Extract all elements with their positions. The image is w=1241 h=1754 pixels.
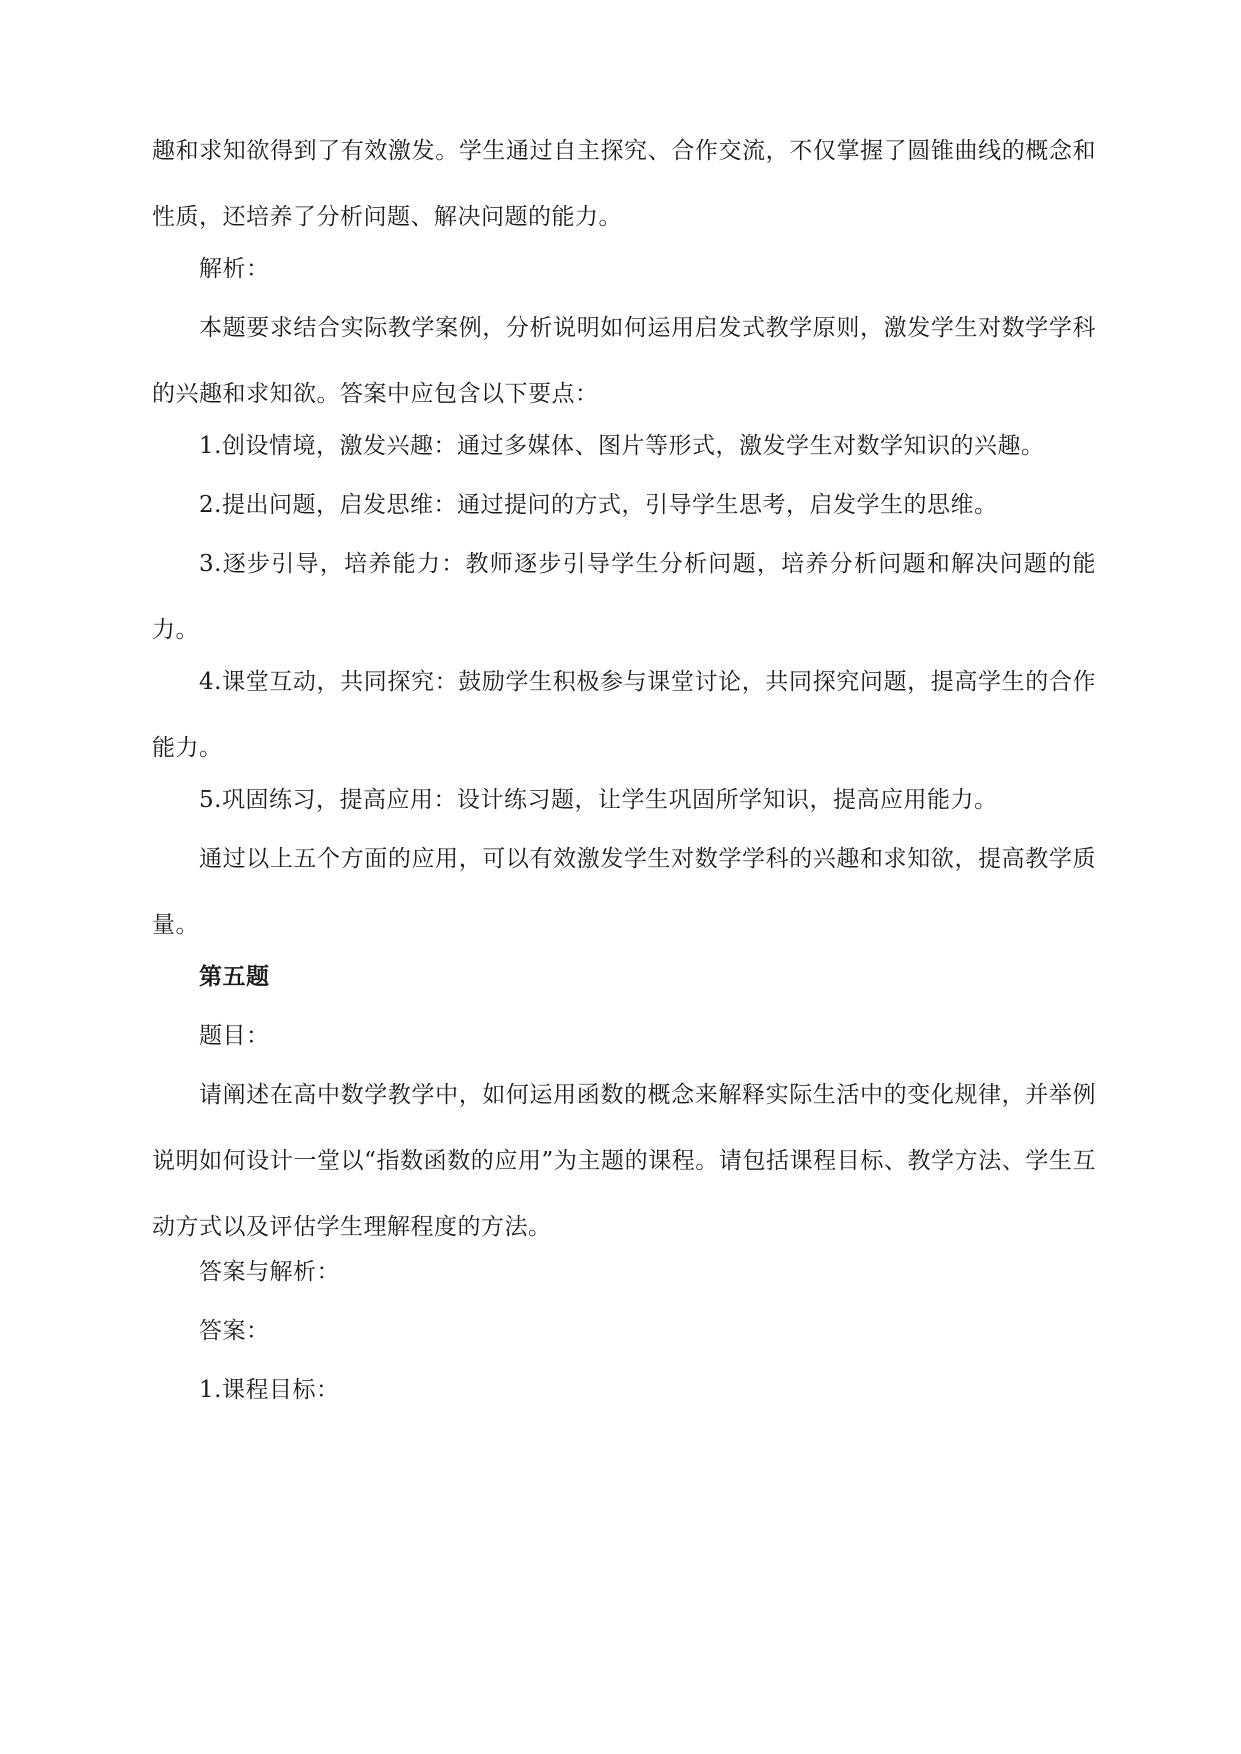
- question-text: 请阐述在高中数学教学中，如何运用函数的概念来解释实际生活中的变化规律，并举例说明如何设计一堂以“指数函数的应用”为主题的课程。请包括课程目标、教学方法、学生互动方式以及评估学生理解程度的方法。: [152, 1082, 1096, 1240]
- analysis-label: 解析：: [199, 256, 270, 282]
- point-5: 5.巩固练习，提高应用：设计练习题，让学生巩固所学知识，提高应用能力。: [199, 787, 998, 813]
- answer-label: 答案：: [199, 1318, 270, 1344]
- answer-analysis-label: 答案与解析：: [199, 1259, 340, 1285]
- point-2: 2.提出问题，启发思维：通过提问的方式，引导学生思考，启发学生的思维。: [199, 492, 998, 518]
- point-4: 4.课堂互动，共同探究：鼓励学生积极参与课堂讨论，共同探究问题，提高学生的合作能力。: [152, 669, 1096, 761]
- paragraph-continuation: 趣和求知欲得到了有效激发。学生通过自主探究、合作交流，不仅掌握了圆锥曲线的概念和性质，还培养了分析问题、解决问题的能力。: [152, 138, 1096, 230]
- question-label: 题目：: [199, 1023, 270, 1049]
- section-heading: 第五题: [199, 963, 270, 990]
- point-1: 1.创设情境，激发兴趣：通过多媒体、图片等形式，激发学生对数学知识的兴趣。: [199, 433, 1045, 459]
- conclusion: 通过以上五个方面的应用，可以有效激发学生对数学学科的兴趣和求知欲，提高教学质量。: [152, 846, 1096, 938]
- course-goal-item: 1.课程目标：: [199, 1377, 340, 1403]
- point-3: 3.逐步引导，培养能力：教师逐步引导学生分析问题，培养分析问题和解决问题的能力。: [152, 551, 1096, 643]
- analysis-intro: 本题要求结合实际教学案例，分析说明如何运用启发式教学原则，激发学生对数学学科的兴趣和求知欲。答案中应包含以下要点：: [152, 315, 1096, 407]
